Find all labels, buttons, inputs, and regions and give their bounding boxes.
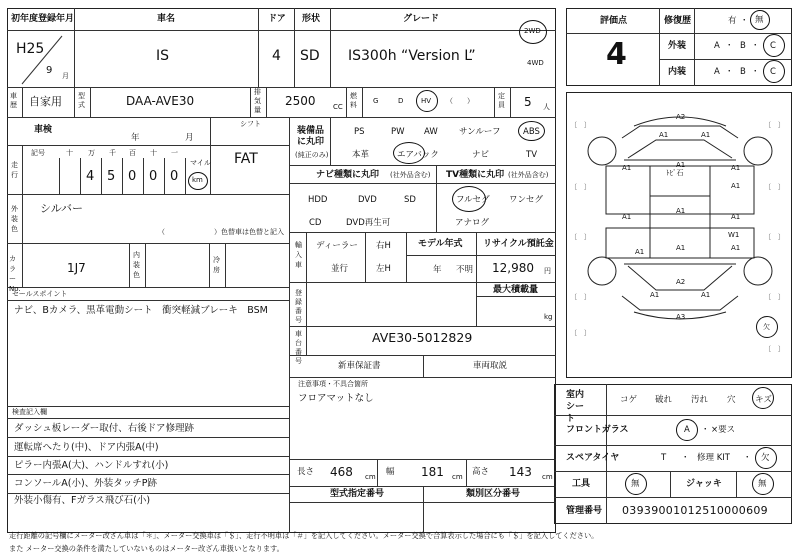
mileage-unit-5: 一 [171, 149, 178, 157]
spare-t: T [661, 453, 667, 463]
dmg-label-19: ﾄﾋﾞ石 [666, 169, 684, 177]
seat-dirt: 汚れ [691, 395, 709, 405]
dmg-bracket-5: 〔 〕 [570, 233, 591, 241]
dmg-label-1: A2 [676, 113, 686, 121]
usage-value: 自家用 [29, 95, 62, 108]
mgmt-value: 03939001012510000609 [622, 504, 768, 517]
dmg-label-10: A1 [635, 248, 645, 256]
displacement-label: 排気量 [254, 88, 261, 114]
door-label: ドア [268, 14, 286, 24]
drive-2wd: 2WD [524, 27, 541, 35]
repair-yes: 有 [728, 16, 737, 26]
mileage-digit-1: 4 [86, 169, 95, 184]
length-unit: cm [365, 473, 376, 481]
grade-value: IS300h “Version L” [348, 48, 476, 64]
mileage-unit-2: 千 [109, 149, 116, 157]
first-reg-month-unit: 月 [62, 72, 69, 80]
color-note: （ ）色替車は色替と記入 [158, 228, 284, 236]
exterior-dot-1: ・ [725, 41, 734, 51]
chassis-value: AVE30-5012829 [372, 330, 473, 345]
equip-aw: AW [424, 127, 438, 137]
mileage-unit-1: 万 [88, 149, 95, 157]
model-name: IS [156, 48, 170, 64]
first-reg-year: H25 [16, 41, 45, 57]
equip-ps: PS [354, 127, 365, 137]
footer-note-2: また メーター交換の条件を満たしていないものはメーター改ざん車扱いとなります。 [9, 544, 284, 553]
body-shape: SD [300, 48, 320, 64]
seat-scratch: キズ [755, 395, 772, 405]
dmg-bracket-10: 〔 〕 [764, 345, 785, 353]
color-no-value: 1J7 [67, 261, 86, 275]
dmg-label-18: W1 [728, 231, 740, 239]
dmg-label-13: A1 [731, 182, 741, 190]
import-parallel: 並行 [331, 264, 349, 274]
jack-label: ジャッキ [686, 479, 722, 489]
fuel-hv: HV [421, 97, 432, 105]
mileage-km: km [192, 176, 203, 184]
mileage-note-label: 記号 [31, 149, 45, 157]
color-value: シルバー [40, 202, 83, 215]
tv-label: TV種類に丸印 [446, 170, 505, 180]
recycle-value: 12,980 [492, 261, 534, 275]
inspector-line-2: 運転席へたり(中)、ドア内張A(中) [14, 442, 159, 453]
dmg-bracket-6: 〔 〕 [764, 233, 785, 241]
sales-points-text: ナビ、Bカメラ、黒革電動シート 衝突軽減ブレーキ BSM [14, 305, 268, 316]
equip-abs: ABS [523, 127, 540, 137]
import-dealer: ディーラー [316, 241, 358, 251]
designation-label: 型式指定番号 [330, 489, 385, 499]
interior-dot-2: ・ [751, 67, 760, 77]
equipment-label: 装備品に丸印 [297, 126, 325, 147]
cc-unit: CC [333, 103, 343, 111]
navi-sd: SD [404, 195, 416, 205]
repair-label: 修復歴 [664, 16, 692, 26]
dmg-bracket-2: 〔 〕 [764, 121, 785, 129]
fuel-d: D [398, 97, 404, 105]
inspector-line-4: コンソールA(小)、外装タッチP跡 [14, 478, 157, 489]
tv-analog: アナログ [455, 218, 490, 228]
owners-manual: 車両取説 [473, 361, 508, 371]
dmg-bracket-3: 〔 〕 [570, 183, 591, 191]
windshield-replace: ×要ス [711, 425, 736, 435]
navi-dvd: DVD [358, 195, 377, 205]
spare-missing: 欠 [761, 453, 770, 463]
equip-tv: TV [526, 150, 538, 160]
dmg-label-4: A1 [622, 164, 632, 172]
dmg-label-3: A1 [701, 131, 711, 139]
exterior-a: A [714, 41, 720, 51]
exterior-b: B [740, 41, 746, 51]
fuel-g: G [373, 97, 379, 105]
mileage-digit-4: 0 [149, 169, 158, 184]
interior-dot-1: ・ [725, 67, 734, 77]
import-rh: 右H [376, 241, 391, 251]
door-count: 4 [272, 48, 281, 64]
equip-navi: ナビ [472, 150, 490, 160]
inspector-line-5: 外装小傷有、Fガラス飛び石(小) [14, 495, 151, 506]
windshield-dot: ・ [701, 425, 710, 435]
repair-no: 無 [755, 15, 764, 25]
recycle-label: リサイクル預託金 [483, 239, 554, 249]
mileage-digit-2: 5 [107, 169, 116, 184]
seat-burn: コゲ [620, 395, 638, 405]
usage-label: 車歴 [10, 92, 17, 109]
equip-pw: PW [391, 127, 405, 137]
interior-a: A [714, 67, 720, 77]
dmg-label-6: A1 [676, 161, 686, 169]
tv-oneseg: ワンセグ [509, 195, 544, 205]
length-label: 長さ [297, 467, 315, 477]
new-car-warranty: 新車保証書 [338, 361, 381, 371]
dmg-label-17: A3 [676, 313, 686, 321]
mileage-digit-3: 0 [128, 169, 137, 184]
spare-label: スペアタイヤ [566, 453, 620, 463]
length-value: 468 [330, 465, 353, 479]
category-label: 類別区分番号 [466, 489, 521, 499]
type-label: 型式 [78, 92, 85, 109]
dmg-label-11: A1 [676, 244, 686, 252]
equip-sunroof: サンルーフ [459, 127, 501, 137]
width-value: 181 [421, 465, 444, 479]
height-unit: cm [542, 473, 553, 481]
capacity-value: 5 [524, 95, 532, 109]
interior-color-label: 内装色 [133, 251, 140, 279]
navi-cd: CD [309, 218, 322, 228]
exterior-dot-2: ・ [751, 41, 760, 51]
windshield-label: フロントガラス [566, 425, 629, 435]
mileage-unit-3: 百 [129, 149, 136, 157]
exterior-label: 外装 [668, 41, 687, 51]
fuel-other: （ ） [446, 97, 474, 105]
first-reg-month: 9 [46, 65, 53, 76]
max-load-label: 最大積載量 [493, 285, 539, 295]
import-lh: 左H [376, 264, 391, 274]
dmg-label-9: A1 [731, 213, 741, 221]
dmg-label-16: A2 [676, 278, 686, 286]
dmg-label-15: A1 [701, 291, 711, 299]
capacity-label: 定員 [498, 92, 505, 109]
tv-fullseg: フルセグ [456, 195, 490, 205]
spare-repair-kit: 修理 KIT [697, 453, 730, 463]
spare-dot: ・ [681, 453, 690, 463]
model-year-unknown: 不明 [456, 265, 474, 275]
seat-hole: 穴 [727, 395, 736, 405]
repair-dot: ・ [740, 16, 749, 26]
width-unit: cm [452, 473, 463, 481]
dmg-label-12: A1 [731, 244, 741, 252]
spare-dot-2: ・ [743, 453, 752, 463]
dmg-label-8: A1 [622, 213, 632, 221]
interior-c: C [770, 67, 776, 77]
dmg-bracket-8: 〔 〕 [764, 293, 785, 301]
fuel-label: 燃料 [350, 92, 357, 109]
score-label: 評価点 [600, 16, 628, 26]
dmg-bracket-1: 〔 〕 [570, 121, 591, 129]
dmg-bracket-9: 〔 〕 [570, 329, 591, 337]
recycle-unit: 円 [544, 267, 551, 275]
capacity-unit: 人 [543, 103, 550, 111]
mileage-unit-4: 十 [150, 149, 157, 157]
jack-value: 無 [758, 479, 767, 489]
model-label: 車名 [157, 14, 176, 24]
shift-value: FAT [234, 151, 258, 167]
import-label: 輸入車 [295, 241, 302, 269]
exterior-c: C [770, 41, 776, 51]
inspector-label: 検査記入欄 [12, 408, 47, 416]
inspection-label: 車検 [34, 125, 53, 135]
color-no-label: カラーNo. [9, 255, 21, 293]
mileage-mile: マイル [190, 159, 211, 167]
dmg-label-20: 欠 [763, 323, 770, 331]
type-value: DAA-AVE30 [126, 94, 195, 108]
inspection-year: 年 [131, 133, 140, 143]
equip-leather: 本革 [352, 150, 370, 160]
score-value: 4 [606, 37, 627, 72]
footer-note-1: 走行距離の記号欄にメーター改ざん車は「＊」、メーター交換車は「＄」、走行不明車は「＃」を記入してください。メーター交換で合算表示した場合にも「＄」を記入してください。 [9, 531, 599, 540]
height-value: 143 [509, 465, 532, 479]
interior-label: 内装 [668, 67, 687, 77]
grade-label: グレード [403, 14, 440, 24]
notes-label: 注意事項・不具合箇所 [298, 380, 368, 388]
mileage-label: 走行 [11, 161, 18, 179]
dmg-bracket-7: 〔 〕 [570, 293, 591, 301]
model-year-year: 年 [433, 265, 442, 275]
seat-label: 室内シート [566, 390, 585, 424]
inspection-month: 月 [185, 133, 194, 143]
registration-label: 登録番号 [295, 289, 302, 324]
mgmt-label: 管理番号 [566, 506, 603, 516]
inspector-line-1: ダッシュ板レーダー取付、右後ドア修理跡 [14, 423, 195, 434]
equipment-sub: (純正のみ) [295, 151, 329, 159]
windshield-a: A [684, 425, 690, 435]
tools-label: 工具 [572, 479, 591, 489]
tv-sub: (社外品含む) [508, 171, 549, 179]
inspector-line-3: ピラー内張A(大)、ハンドルすれ(小) [14, 460, 169, 471]
navi-hdd: HDD [308, 195, 328, 205]
dmg-label-2: A1 [659, 131, 669, 139]
displacement-value: 2500 [285, 94, 316, 108]
dmg-label-7: A1 [676, 207, 686, 215]
first-reg-label: 初年度登録年月 [11, 14, 75, 24]
dmg-label-14: A1 [650, 291, 660, 299]
mileage-digit-5: 0 [170, 169, 179, 184]
navi-sub: (社外品含む) [390, 171, 431, 179]
seat-tear: 破れ [655, 395, 673, 405]
interior-b: B [740, 67, 746, 77]
mileage-unit-0: 十 [66, 149, 73, 157]
height-label: 高さ [472, 467, 490, 477]
shift-label: シフト [240, 120, 261, 128]
notes-text: フロアマットなし [298, 393, 374, 404]
navi-label: ナビ種類に丸印 [316, 170, 380, 180]
tools-value: 無 [631, 479, 640, 489]
equip-airbag: エアバック [397, 150, 439, 160]
chassis-label: 車台番号 [295, 330, 302, 365]
width-label: 幅 [386, 467, 395, 477]
shape-label: 形状 [302, 14, 321, 24]
max-load-unit: kg [544, 313, 553, 321]
drive-4wd: 4WD [527, 59, 544, 67]
dmg-bracket-4: 〔 〕 [764, 183, 785, 191]
model-year-label: モデル年式 [418, 239, 463, 249]
sales-points-label: セールスポイント [12, 290, 68, 298]
dmg-label-5: A1 [731, 164, 741, 172]
ac-label: 冷房 [213, 256, 220, 274]
navi-dvd-play: DVD再生可 [346, 218, 391, 228]
color-label: 外装色 [11, 205, 18, 233]
